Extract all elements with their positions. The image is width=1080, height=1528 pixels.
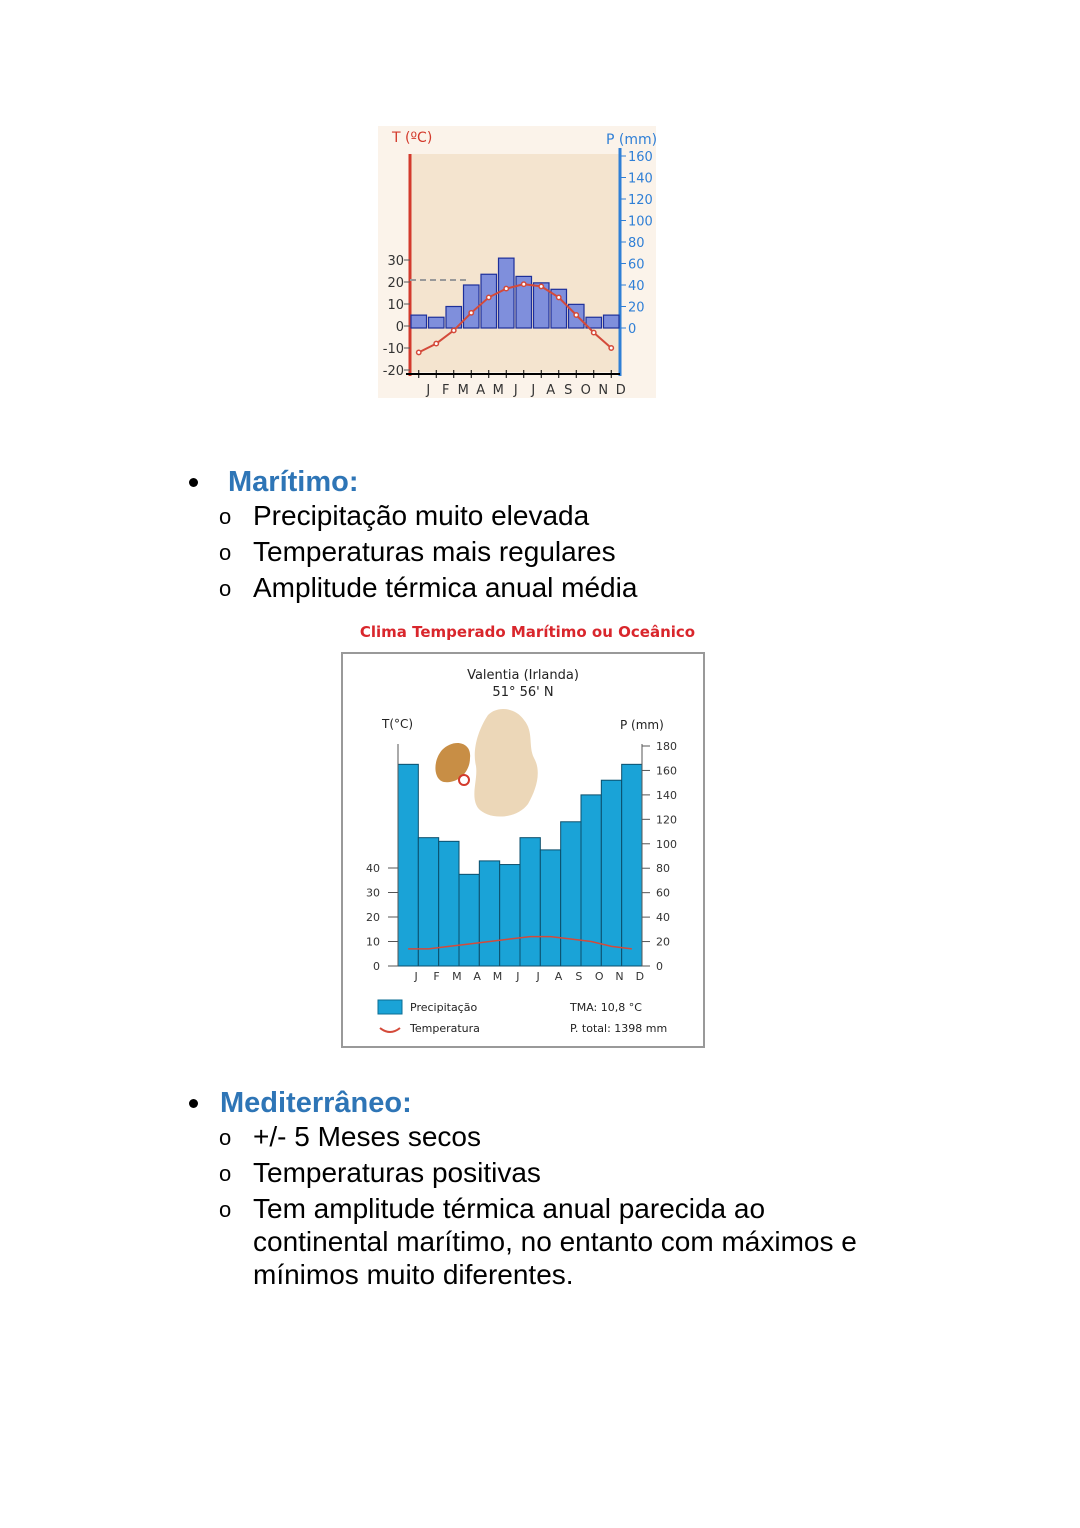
section-title: Mediterrâneo: — [220, 1086, 412, 1119]
x-tick-label: J — [516, 970, 520, 983]
y-right-tick-label: 0 — [656, 960, 663, 973]
x-tick-label: A — [473, 970, 481, 983]
temperature-point — [522, 282, 526, 286]
precipitation-bar — [418, 838, 438, 966]
temperature-point — [504, 286, 508, 290]
total-precipitation: P. total: 1398 mm — [570, 1022, 668, 1035]
x-tick-label: F — [442, 383, 451, 398]
list-item: o Amplitude térmica anual média — [219, 571, 903, 607]
y-right-label: P (mm) — [606, 132, 658, 148]
maritime-climate-chart — [338, 650, 708, 1050]
y-right-tick-label: 140 — [656, 788, 677, 802]
x-tick-label: A — [546, 383, 557, 398]
x-tick-label: M — [452, 970, 462, 983]
temperature-point — [434, 341, 438, 345]
precipitation-bar — [520, 838, 540, 966]
circle-bullet-icon: o — [219, 504, 232, 529]
legend-precipitation-swatch — [378, 1000, 402, 1014]
temperature-point — [487, 295, 491, 299]
y-right-tick-label: 20 — [656, 935, 670, 949]
x-tick-label: J — [536, 970, 540, 983]
x-tick-label: O — [580, 383, 592, 398]
precipitation-bar — [459, 874, 479, 966]
y-right-tick-label: 120 — [656, 813, 677, 827]
x-tick-label: M — [492, 383, 505, 398]
precipitation-bar — [561, 822, 581, 966]
y-left-tick-label: 0 — [373, 960, 380, 973]
bullet-icon — [189, 478, 198, 487]
list-item: o +/- 5 Meses secos — [219, 1120, 903, 1156]
y-left-tick-label: -20 — [382, 364, 404, 379]
legend-temperature: Temperatura — [410, 1022, 480, 1035]
tma-value: TMA: 10,8 °C — [570, 1001, 642, 1014]
y-left-tick-label: 20 — [387, 276, 404, 291]
precipitation-bar — [499, 258, 515, 328]
x-tick-label: J — [531, 383, 537, 398]
x-tick-label: J — [513, 383, 519, 398]
x-tick-label: D — [635, 970, 645, 983]
list-item: o Temperaturas mais regulares — [219, 535, 903, 571]
circle-bullet-icon: o — [219, 576, 232, 601]
section-heading-row — [185, 465, 903, 499]
temperature-point — [574, 313, 578, 317]
y-right-tick-label: 60 — [628, 257, 645, 273]
x-tick-label: J — [414, 970, 418, 983]
list-item: o Tem amplitude térmica anual parecida ao continental marítimo, no entanto com máximos e mínimos muito diferentes. — [219, 1193, 857, 1290]
precipitation-bar — [479, 861, 499, 966]
x-tick-label: F — [433, 970, 440, 983]
x-tick-label: A — [476, 383, 487, 398]
station-name: Valentia (Irlanda) — [467, 668, 579, 683]
circle-bullet-icon: o — [219, 540, 232, 565]
precipitation-bar — [604, 315, 620, 328]
temperature-point — [557, 295, 561, 299]
precipitation-bar — [429, 317, 445, 328]
y-right-tick-label: 0 — [628, 322, 637, 337]
y-left-tick-label: 10 — [387, 298, 404, 313]
section-mediterraneo — [185, 1086, 903, 1291]
x-tick-label: M — [492, 970, 503, 983]
y-right-tick-label: 120 — [628, 193, 653, 208]
x-tick-label: D — [615, 383, 627, 398]
bullet-icon — [189, 1099, 198, 1108]
y-right-tick-label: 40 — [656, 911, 670, 925]
legend-precipitation: Precipitação — [410, 1001, 478, 1014]
x-tick-label: N — [598, 383, 610, 398]
continental-climate-chart — [378, 126, 658, 398]
circle-bullet-icon: o — [219, 1197, 232, 1222]
precipitation-bar — [622, 764, 642, 966]
chart-title: Clima Temperado Marítimo ou Oceânico — [359, 623, 696, 641]
y-left-tick-label: 30 — [387, 254, 404, 269]
y-left-tick-label: 0 — [395, 320, 404, 335]
y-right-tick-label: 80 — [656, 862, 670, 876]
temperature-point — [609, 346, 613, 350]
y-right-tick-label: 80 — [628, 236, 645, 251]
y-right-tick-label: 160 — [656, 764, 677, 778]
temperature-point — [417, 350, 421, 354]
y-right-tick-label: 100 — [656, 837, 677, 851]
y-right-tick-label: 140 — [628, 171, 653, 187]
temperature-point — [452, 328, 456, 332]
list-item: o Precipitação muito elevada — [219, 499, 903, 535]
circle-bullet-icon: o — [219, 1161, 232, 1186]
y-right-label: P (mm) — [620, 718, 664, 732]
x-tick-label: N — [615, 970, 624, 983]
temperature-point — [592, 330, 596, 334]
y-right-tick-label: 160 — [628, 150, 653, 165]
precipitation-bar — [601, 780, 621, 966]
x-tick-label: O — [594, 970, 604, 983]
x-tick-label: M — [457, 383, 470, 398]
section-heading-row — [185, 1086, 903, 1120]
y-left-label: T(°C) — [382, 717, 414, 731]
circle-bullet-icon: o — [219, 1125, 232, 1150]
section-title: Marítimo: — [228, 465, 359, 498]
precipitation-bar — [411, 315, 427, 328]
y-left-tick-label: 30 — [366, 886, 380, 900]
x-tick-label: S — [564, 383, 574, 398]
precipitation-bar — [500, 865, 520, 966]
y-right-tick-label: 40 — [628, 279, 645, 294]
x-tick-label: J — [426, 383, 432, 398]
y-left-label: T (ºC) — [392, 130, 433, 146]
temperature-point — [469, 311, 473, 315]
y-right-tick-label: 180 — [656, 740, 677, 753]
temperature-point — [539, 284, 543, 288]
x-tick-label: S — [575, 970, 583, 983]
section-maritimo — [185, 465, 903, 607]
y-left-tick-label: -10 — [382, 342, 404, 357]
y-right-tick-label: 100 — [628, 214, 653, 230]
station-latitude: 51° 56' N — [492, 685, 554, 700]
precipitation-bar — [464, 285, 480, 328]
list-item: o Temperaturas positivas — [219, 1156, 903, 1192]
x-tick-label: A — [554, 970, 563, 983]
y-left-tick-label: 20 — [366, 911, 380, 924]
y-right-tick-label: 60 — [656, 886, 670, 900]
precipitation-bar — [540, 850, 560, 966]
precipitation-bar — [398, 764, 418, 966]
y-left-tick-label: 10 — [366, 935, 380, 949]
y-right-tick-label: 20 — [628, 300, 645, 316]
y-left-tick-label: 40 — [366, 862, 380, 875]
